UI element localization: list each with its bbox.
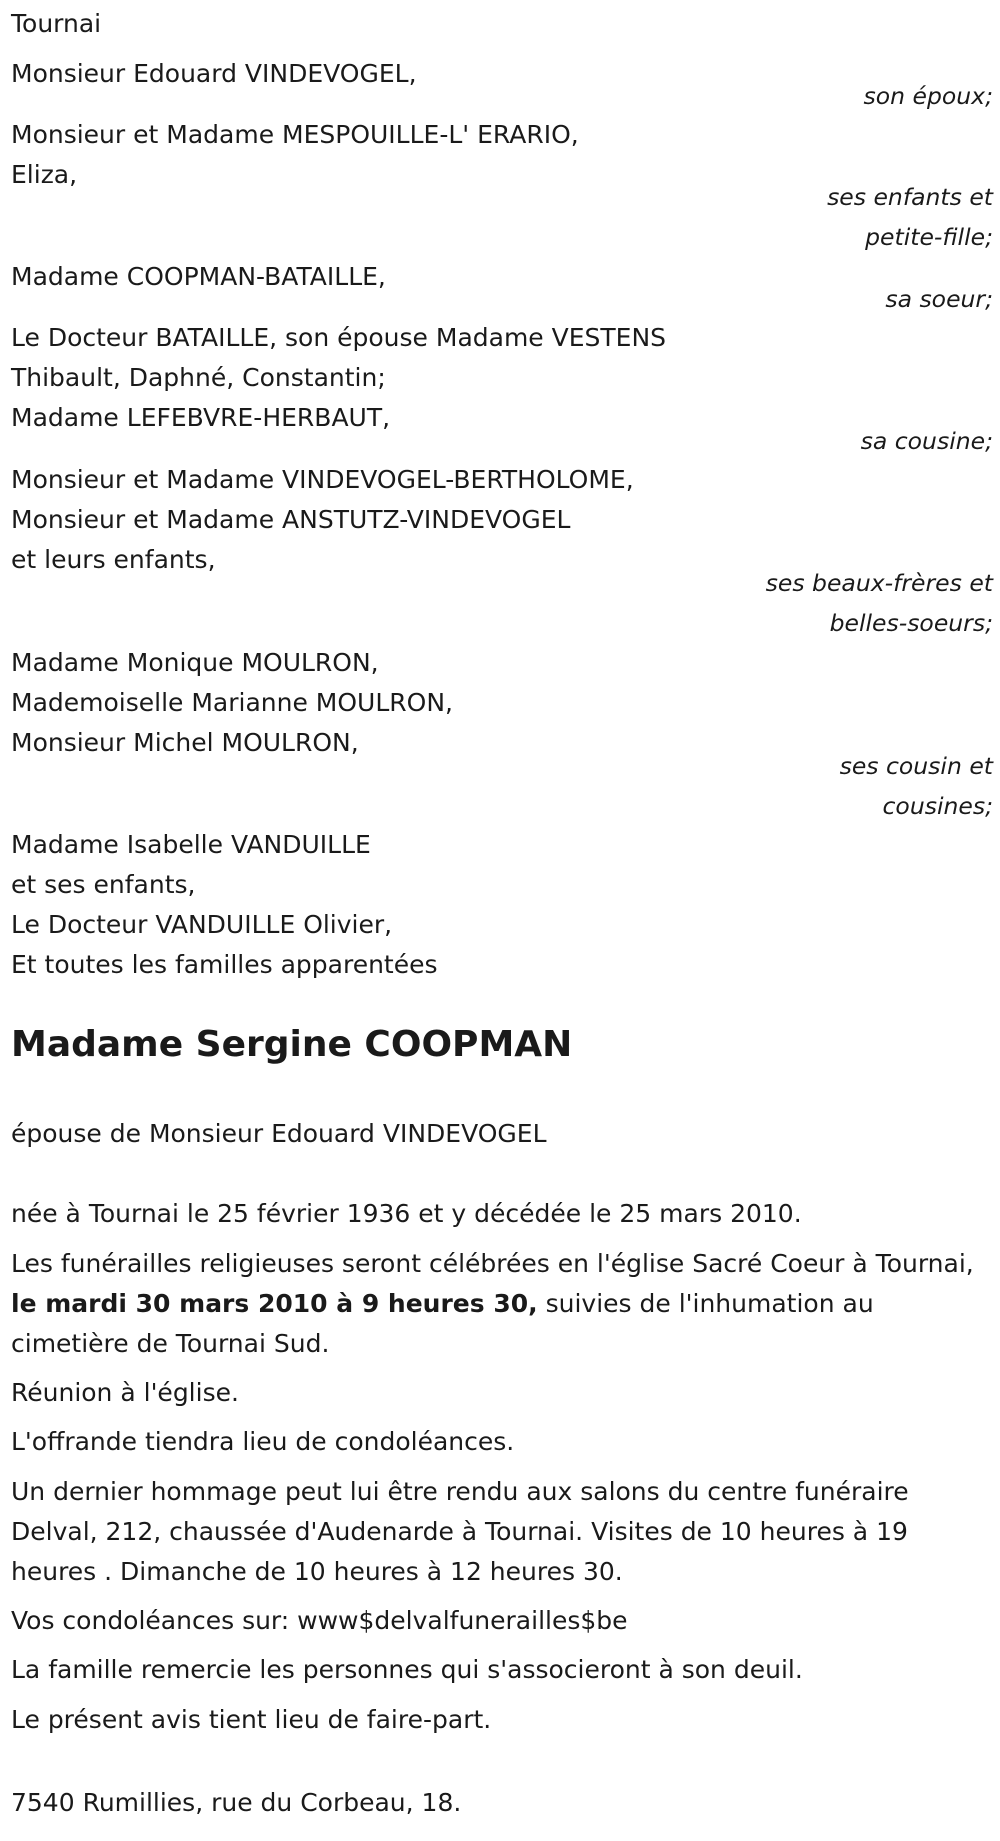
address-line: 7540 Rumillies, rue du Corbeau, 18. — [11, 1788, 462, 1817]
cousins-line-1: Madame Monique MOULRON, — [11, 648, 379, 677]
others-line-3: Le Docteur VANDUILLE Olivier, — [11, 910, 393, 939]
funeral-text-part-2: suivies de l'inhumation au cimetière de Tournai Sud. — [11, 1289, 874, 1358]
cousin-relation: sa cousine; — [860, 427, 993, 455]
sister-relation: sa soeur; — [885, 285, 993, 313]
cousins-line-2: Mademoiselle Marianne MOULRON, — [11, 688, 453, 717]
deceased-name: Madame Sergine COOPMAN — [11, 1024, 573, 1065]
condolences-line: Vos condoléances sur: www$delvalfunerailles$be — [11, 1606, 628, 1635]
children-relation-line-2: petite-fille; — [865, 223, 993, 251]
inlaws-relation-line-2: belles-soeurs; — [829, 609, 993, 637]
spouse-name: Monsieur Edouard VINDEVOGEL, — [11, 59, 417, 88]
inlaws-line-3: et leurs enfants, — [11, 545, 216, 574]
inlaws-relation-line-1: ses beaux-frères et — [765, 569, 993, 597]
meeting-line: Réunion à l'église. — [11, 1378, 239, 1407]
funeral-date-time: le mardi 30 mars 2010 à 9 heures 30, — [11, 1289, 538, 1318]
spouse-relation: son époux; — [863, 82, 993, 110]
birth-death-line: née à Tournai le 25 février 1936 et y décédée le 25 mars 2010. — [11, 1199, 802, 1228]
others-line-4: Et toutes les familles apparentées — [11, 950, 438, 979]
cousin-line-1: Le Docteur BATAILLE, son épouse Madame VESTENS — [11, 323, 667, 352]
inlaws-line-1: Monsieur et Madame VINDEVOGEL-BERTHOLOME, — [11, 465, 634, 494]
tribute-paragraph: Un dernier hommage peut lui être rendu aux salons du centre funéraire Delval, 212, chaussée d'Audenarde à Tournai. Visites de 10 heures à 19 heures . Dimanche de 10 heures à 12 heures 30. — [11, 1477, 909, 1586]
notice-line: Le présent avis tient lieu de faire-part. — [11, 1705, 492, 1734]
cousin-line-2: Thibault, Daphné, Constantin; — [11, 363, 386, 392]
others-line-2: et ses enfants, — [11, 870, 196, 899]
children-line-1: Monsieur et Madame MESPOUILLE-L' ERARIO, — [11, 120, 579, 149]
deceased-spouse-line: épouse de Monsieur Edouard VINDEVOGEL — [11, 1119, 547, 1148]
location-heading: Tournai — [11, 9, 102, 38]
sister-name: Madame COOPMAN-BATAILLE, — [11, 262, 386, 291]
others-line-1: Madame Isabelle VANDUILLE — [11, 830, 371, 859]
offering-line: L'offrande tiendra lieu de condoléances. — [11, 1427, 515, 1456]
funeral-paragraph — [11, 1244, 993, 1364]
funeral-text-part-1: Les funérailles religieuses seront célébrées en l'église Sacré Coeur à Tournai, — [11, 1249, 974, 1278]
cousin-line-3: Madame LEFEBVRE-HERBAUT, — [11, 403, 391, 432]
children-line-2: Eliza, — [11, 160, 78, 189]
cousins-line-3: Monsieur Michel MOULRON, — [11, 728, 359, 757]
thanks-line: La famille remercie les personnes qui s'associeront à son deuil. — [11, 1655, 803, 1684]
cousins-relation-line-1: ses cousin et — [839, 752, 993, 780]
cousins-relation-line-2: cousines; — [882, 792, 993, 820]
inlaws-line-2: Monsieur et Madame ANSTUTZ-VINDEVOGEL — [11, 505, 571, 534]
children-relation-line-1: ses enfants et — [827, 183, 993, 211]
